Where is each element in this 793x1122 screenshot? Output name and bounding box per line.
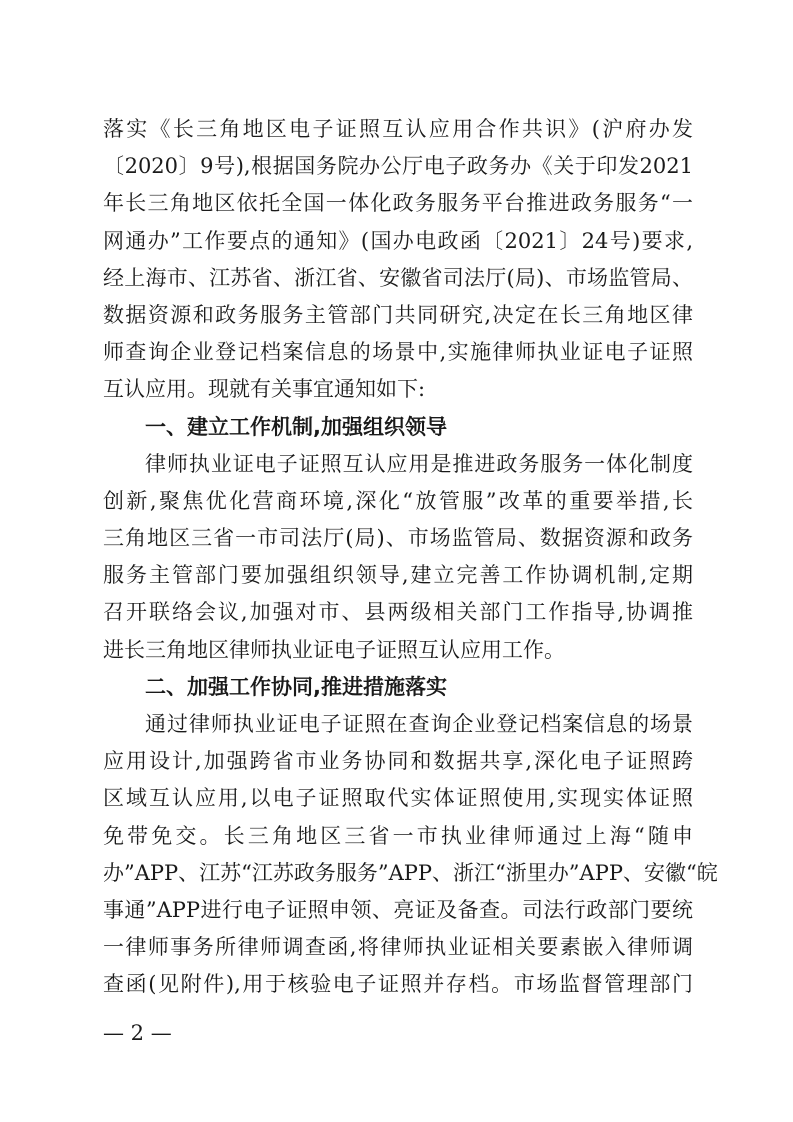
text-line: 律师执业证电子证照互认应用是推进政务服务一体化制度 [145, 451, 693, 476]
document-body [103, 111, 718, 1004]
page-number: — 2 — [103, 1021, 172, 1045]
text-line: 服务主管部门要加强组织领导,建立完善工作协调机制,定期 [103, 563, 693, 588]
text-line: 落实《长三角地区电子证照互认应用合作共识》(沪府办发 [103, 117, 693, 141]
section-heading-1: 一、建立工作机制,加强组织领导 [145, 414, 447, 439]
text-line: 三角地区三省一市司法厅(局)、市场监管局、数据资源和政务 [103, 526, 693, 551]
text-line: 年长三角地区依托全国一体化政务服务平台推进政务服务“一 [103, 191, 693, 216]
text-line: 〔2020〕9号),根据国务院办公厅电子政务办《关于印发2021 [103, 154, 693, 179]
text-line: 免带免交。长三角地区三省一市执业律师通过上海“随申 [103, 823, 693, 848]
text-line: 经上海市、江苏省、浙江省、安徽省司法厅(局)、市场监管局、 [103, 265, 693, 290]
text-line: 事通”APP进行电子证照申领、亮证及备查。司法行政部门要统 [103, 897, 693, 922]
text-line: 互认应用。现就有关事宜通知如下: [103, 377, 426, 402]
section-heading-2: 二、加强工作协同,推进措施落实 [145, 674, 447, 699]
section-1-paragraph [103, 446, 693, 669]
intro-paragraph [103, 111, 693, 409]
text-line: 进长三角地区律师执业证电子证照互认应用工作。 [103, 637, 565, 662]
text-line: 数据资源和政务服务主管部门共同研究,决定在长三角地区律 [103, 302, 693, 327]
text-line: 应用设计,加强跨省市业务协同和数据共享,深化电子证照跨 [103, 749, 693, 774]
text-line: 网通办”工作要点的通知》(国办电政函〔2021〕24号)要求, [103, 228, 693, 253]
text-line: 创新,聚焦优化营商环境,深化“放管服”改革的重要举措,长 [103, 488, 693, 513]
text-line: 召开联络会议,加强对市、县两级相关部门工作指导,协调推 [103, 600, 693, 625]
section-2-paragraph [103, 706, 718, 1004]
text-line: 师查询企业登记档案信息的场景中,实施律师执业证电子证照 [103, 340, 693, 365]
text-line: 通过律师执业证电子证照在查询企业登记档案信息的场景 [145, 712, 693, 736]
text-line: 查函(见附件),用于核验电子证照并存档。市场监督管理部门 [103, 972, 693, 997]
text-line: 办”APP、江苏“江苏政务服务”APP、浙江“浙里办”APP、安徽“皖 [103, 860, 718, 885]
text-line: 一律师事务所律师调查函,将律师执业证相关要素嵌入律师调 [103, 935, 693, 960]
text-line: 区域互认应用,以电子证照取代实体证照使用,实现实体证照 [103, 786, 693, 811]
